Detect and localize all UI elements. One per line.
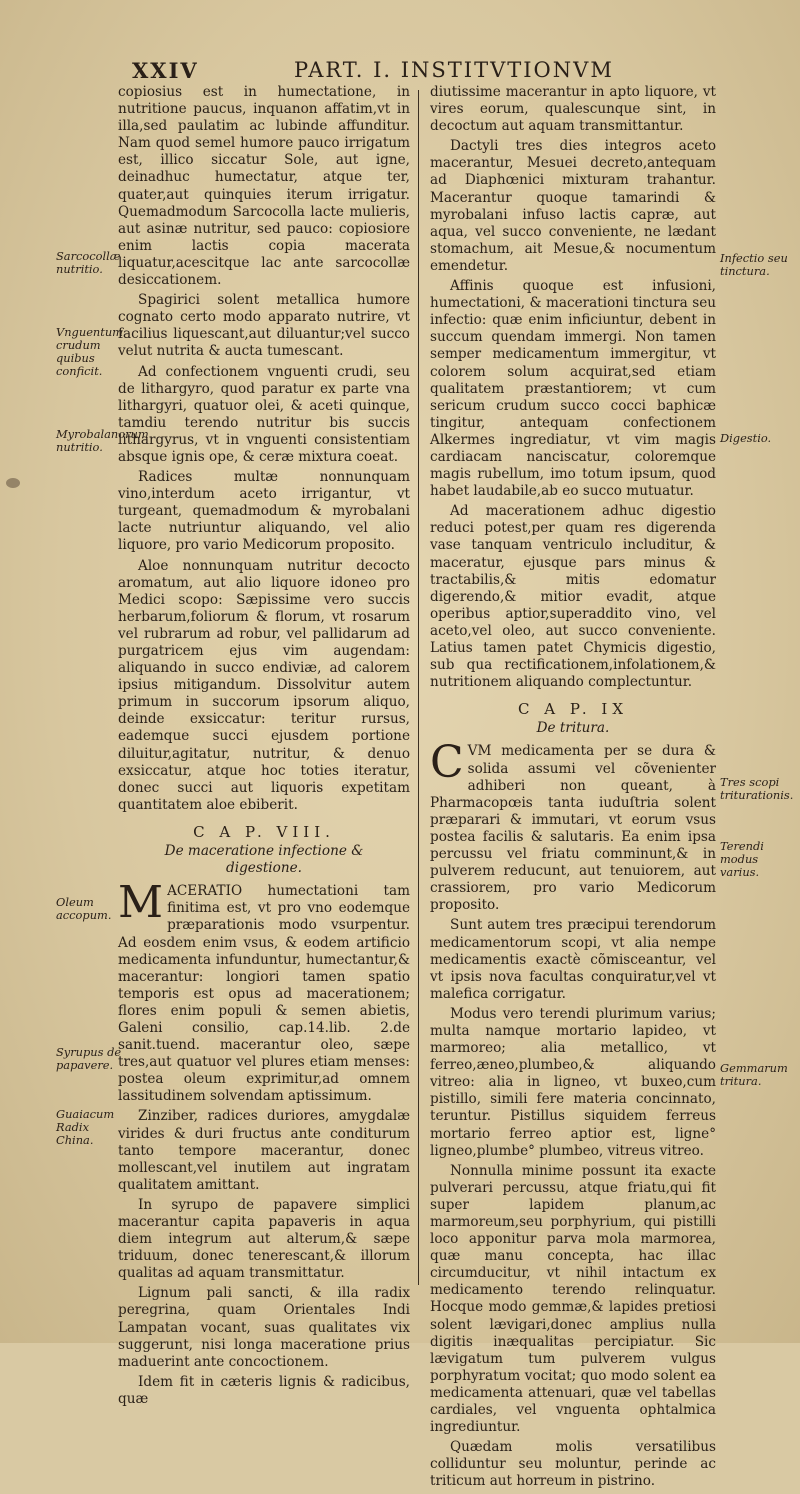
margin-note: Terendi modus varius.	[720, 839, 764, 879]
paragraph: Aloe nonnunquam nutritur decocto aromatum, aut alio liquore idoneo pro Medici scopo: Sæpissime vero succis herbarum,foliorum & florum, vt rosarum vel rubrarum ad robur, vel pallidarum ad purgatricem ejus vim augendam: aliquando in succo endiviæ, ad calorem ipsius mitigandum. Dissolvitur autem primum in succorum ipsorum aliquo, deinde exsiccatur: teritur rursus, eademque succi ejusdem portione diluitur,agitatur, nutritur, & denuo exsiccatur, atque hoc toties iteratur, donec succi aut liquoris expetitam quantitatem aloe ebiberit.	[118, 557, 410, 813]
paragraph: Ad macerationem adhuc digestio reduci potest,per quam res digerenda vase tanquam ventriculo includitur, & maceratur, ejusque pars minus & tractabilis,& mitis edomatur digerendo,& mitior evadit, atque operibus aptior,superaddito vino, vel aceto,vel oleo, aut succo conveniente. Latius tamen patet Chymicis digestio, sub qua rectificationem,infolationem,& nutritionem aliquando complectuntur.	[430, 503, 716, 691]
paragraph-text: ACERATIO humectationi tam finitima est, vt pro vno eodemque præparationis modo vsurpentur. Ad eosdem enim vsus, & eodem artificio medicamenta infunduntur, humectantur,& macerantur: longiori tamen spatio temporis est opus ad macerationem; flores enim populi & semen abietis, Galeni consilio, cap.14.lib. 2.de sanit.tuend. macerantur oleo, sæpe tres,aut quatuor vel plures etiam menses: postea oleum exprimitur,ad omnem lassitudinem solvendam aptissimum.	[118, 883, 410, 1105]
paragraph: Zinziber, radices duriores, amygdalæ virides & duri fructus ante conditurum tanto tempore macerantur, donec mollescant,vel inutilem aut ingratam qualitatem amittant.	[118, 1108, 410, 1193]
chapter-title: De tritura.	[536, 720, 610, 737]
paragraph: In syrupo de papavere simplici macerantur capita papaveris in aqua diem integrum aut alterum,& sæpe triduum, donec tenerescant,& illorum qualitas ad aquam transmittatur.	[118, 1196, 410, 1282]
paragraph: Sunt autem tres præcipui terendorum medicamentorum scopi, vt alia nempe medicamentis exactè cõmisceantur, vel vt ipsis nova facultas conquiratur,vel vt malefica corrigatur.	[430, 917, 716, 1002]
chapter-heading: C A P. IX	[517, 700, 629, 719]
margin-note: Tres scopi triturationis.	[720, 775, 794, 802]
paragraph-initial	[118, 877, 410, 1105]
margin-note: Digestio.	[720, 431, 772, 445]
paragraph: Modus vero terendi plurimum varius; multa namque mortario lapideo, vt marmoreo; alia metallico, vt ferreo,æneo,plumbeo,& aliquando vitreo: alia in ligneo, vt buxeo,cum pistillo, simili fere materia concinnato, teruntur. Pistillus siquidem ferreus mortario ferreo aptior est, ligne° ligneo,plumbe° plumbeo, vitreus vitreo.	[430, 1005, 716, 1159]
running-title: PART. I. INSTITVTIONVM	[294, 58, 614, 82]
paragraph: Nonnulla minime possunt ita exacte pulverari percussu, atque friatu,qui fit super lapidem planum,ac marmoreum,seu porphyrium, qui pistilli loco apponitur parva mola marmorea, quæ manu concepta, hac illac circumducitur, vt nihil intactum ex medicamento terendo relinquatur. Hocque modo gemmæ,& lapides pretiosi solent lævigari,donec amplius nulla digitis inæqualitas percipiatur. Sic lævigatum tum pulverem vulgus porphyratum vocitat; quo modo solent ea medicamenta attenuari, quæ vel tabellas cardiales, vel vnguenta ophtalmica ingrediuntur.	[430, 1162, 716, 1436]
left-column	[118, 84, 410, 1411]
paragraph: Affinis quoque est infusioni, humectationi, & macerationi tinctura seu infectio: quæ enim inficiuntur, debent in succum quendam immergi. Non tamen semper medicamentum immergitur, vt colorem solum acquirat,sed etiam qualitatem præstantiorem; vt cum sericum crudum succo cocci baphicæ tingitur, antequam confectionem Alkermes ingrediatur, vt vim magis cardiacam nanciscatur, coloremque magis rubellum, imo totum ipsum, quod habet laudabile,ab eo succo mutuatur.	[430, 278, 716, 500]
paragraph: Spagirici solent metallica humore cognato certo modo apparato nutrire, vt facilius liquescant,aut diluantur;vel succo velut nutrita & aucta tumescant.	[118, 292, 410, 360]
margin-note: Sarcocollæ nutritio.	[56, 249, 121, 276]
paragraph: Dactyli tres dies integros aceto macerantur, Mesuei decreto,antequam ad Diaphœnici mixturam trahantur. Macerantur quoque tamarindi & myrobalani infuso lactis capræ, aut aqua, vel succo conveniente, ne lædant stomachum, ait Mesue,& nocumentum emendetur.	[430, 138, 716, 274]
margin-note: Guaiacum Radix China.	[56, 1107, 115, 1147]
column-rule	[418, 90, 419, 1285]
chapter-heading: C A P. VIII.	[193, 822, 335, 841]
margin-note: Oleum accopum.	[56, 895, 112, 922]
margin-note: Gemmarum tritura.	[720, 1061, 788, 1088]
paragraph: diutissime macerantur in apto liquore, vt vires eorum, qualescunque sint, in decoctum aut aquam transmittantur.	[430, 84, 716, 135]
margin-note: Vnguentum crudum quibus conficit.	[56, 325, 123, 378]
paragraph: Lignum pali sancti, & illa radix peregrina, quam Orientales Indi Lampatan vocant, suas qualitates vix suggerunt, nisi longa maceratione prius maduerint ante concoctionem.	[118, 1285, 410, 1370]
margin-note: Syrupus de papavere.	[56, 1045, 122, 1072]
drop-cap: C	[430, 737, 464, 789]
paragraph: Idem fit in cæteris lignis & radicibus, quæ	[118, 1373, 410, 1407]
margin-note: Myrobalanorum nutritio.	[56, 427, 149, 454]
right-column	[430, 84, 716, 1494]
ink-blot	[6, 478, 20, 488]
paragraph: Radices multæ nonnunquam vino,interdum aceto irrigantur, vt turgeant, quemadmodum & myrobalani lacte nutriuntur aliquando, vel alio liquore, pro vario Medicorum proposito.	[118, 469, 410, 554]
paragraph: Quædam molis versatilibus colliduntur seu moluntur, perinde ac triticum aut horreum in pistrino.	[430, 1439, 716, 1490]
page-number: XXIV	[132, 58, 199, 83]
margin-note: Infectio seu tinctura.	[720, 251, 788, 278]
paragraph-text: VM medicamenta per se dura & solida assumi vel cõvenienter adhiberi non queant, à Pharmacopœis tanta iuduſtria solent præparari & immutari, vt eorum vsus postea facilis & salutaris. Ea enim ipsa percussu vel friatu comminunt,& in pulverem reducunt, aut tenuiorem, aut crassiorem, pro vario Medicorum proposito.	[430, 743, 716, 914]
paragraph: Ad confectionem vnguenti crudi, seu de lithargyro, quod paratur ex parte vna lithargyri, quatuor olei, & aceti quinque, tamdiu terendo nutritur bis succis lithargyrus, vt in vnguenti consistentiam absque ignis ope, & ceræ mixtura coeat.	[118, 363, 410, 465]
paragraph-initial	[430, 737, 716, 914]
chapter-title: De maceratione infectione & digestione.	[164, 843, 364, 877]
drop-cap: M	[118, 877, 164, 929]
page-header	[132, 58, 772, 84]
paragraph: copiosius est in humectatione, in nutritione paucus, inquanon affatim,vt in illa,sed paulatim ac lubinde affunditur. Nam quod semel humore pauco irrigatum est, illico siccatur Sole, aut igne, deinadhuc humectatur, atque ter, quater,aut quinquies iterum irrigatur. Quemadmodum Sarcocolla lacte mulieris, aut asinæ nutritur, sed pauco: copiosiore enim lactis copia macerata liquatur,acescitque lac ante sarcocollæ desiccationem.	[118, 84, 410, 289]
